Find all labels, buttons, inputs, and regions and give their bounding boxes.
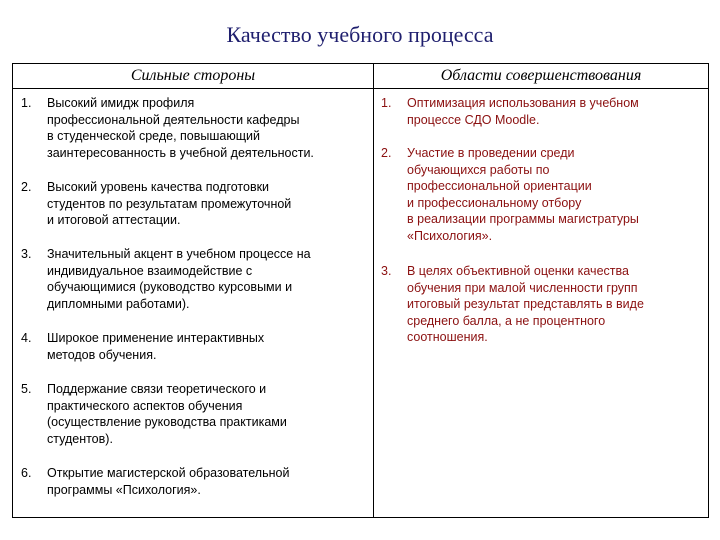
strength-item-text: Значительный акцент в учебном процессе на индивидуальное взаимодействие с обучающимися (руководство курсовыми и дипломными работами). xyxy=(47,247,311,311)
strength-item-text: Высокий уровень качества подготовки студентов по результатам промежуточной и итоговой аттестации. xyxy=(47,180,292,228)
improvements-header: Области совершенствования xyxy=(440,67,642,84)
improvement-item-text: Участие в проведении среди обучающихся работы по профессиональной ориентации и профессиональному отбору в реализации программы магистратуры «Психология». xyxy=(407,146,639,243)
improvement-item-number: 1. xyxy=(381,96,392,110)
strength-item-text: Высокий имидж профиля профессиональной деятельности кафедры в студенческой среде, повышающий заинтересованность в учебной деятельности. xyxy=(47,96,314,160)
strength-item-number: 6. xyxy=(21,466,32,480)
strength-item-text: Поддержание связи теоретического и практического аспектов обучения (осуществление руководства практиками студентов). xyxy=(47,382,287,446)
improvement-item-number: 3. xyxy=(381,264,392,278)
strength-item-number: 4. xyxy=(21,331,32,345)
strengths-header: Сильные стороны xyxy=(130,67,256,84)
strength-item-text: Открытие магистерской образовательной программы «Психология». xyxy=(47,466,290,497)
strength-item-number: 1. xyxy=(21,96,32,110)
improvement-item-text: Оптимизация использования в учебном процессе СДО Moodle. xyxy=(407,96,639,127)
improvement-item-text: В целях объективной оценки качества обучения при малой численности групп итоговый результат представлять в виде среднего балла, а не процентного соотношения. xyxy=(407,264,644,345)
strength-item-number: 3. xyxy=(21,247,32,261)
strength-item-number: 2. xyxy=(21,180,32,194)
improvement-item-number: 2. xyxy=(381,146,392,160)
page-title: Качество учебного процесса xyxy=(226,22,494,47)
comparison-table xyxy=(12,63,709,518)
column-divider xyxy=(373,64,374,517)
strength-item-number: 5. xyxy=(21,382,32,396)
strength-item-text: Широкое применение интерактивных методов обучения. xyxy=(47,331,265,362)
header-divider xyxy=(13,88,708,89)
